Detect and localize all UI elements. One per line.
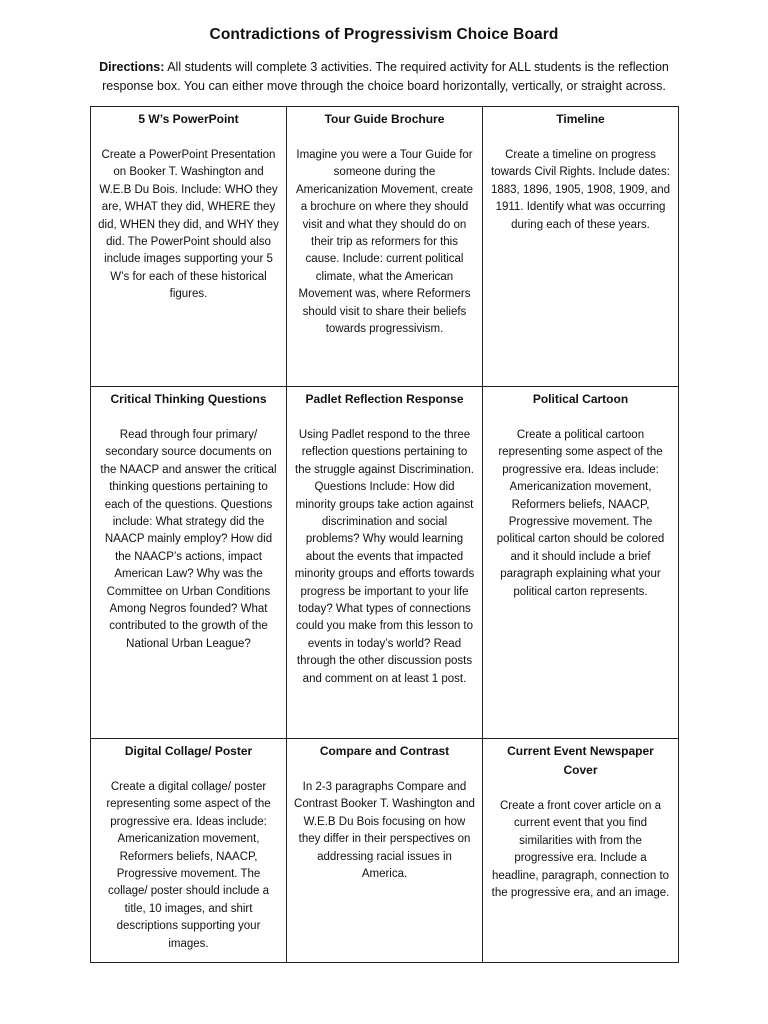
cell-compare-and-contrast [287, 739, 483, 963]
cell-padlet-reflection-response [287, 387, 483, 739]
cell-body: Imagine you were a Tour Guide for someone during the Americanization Movement, create a brochure on where they should visit and what they should do on their trip as reformers for this cause. Include: current political climate, what the American Movement was, where Reformers should visit to share their beliefs towards progressivism. [295, 149, 474, 336]
cell-title: Critical Thinking Questions [110, 392, 267, 406]
board-row-2 [91, 387, 679, 739]
cell-tour-guide-brochure [287, 107, 483, 387]
board-row-1 [91, 107, 679, 387]
cell-timeline [483, 107, 679, 387]
cell-title: Digital Collage/ Poster [124, 744, 253, 758]
cell-political-cartoon [483, 387, 679, 739]
cell-body: Create a political cartoon representing some aspect of the progressive era. Ideas include: Americanization movement, Reformers beliefs, NAACP, Progressive movement. The political carton should be colored and it should include a brief paragraph explaining what your political carton represents. [496, 429, 665, 598]
board-row-3 [91, 739, 679, 963]
directions-label: Directions: [99, 60, 165, 74]
cell-digital-collage-poster [91, 739, 287, 963]
directions-text: All students will complete 3 activities. The required activity for ALL students is the reflection response box. You can either move through the choice board horizontally, vertically, or straight across. [102, 60, 669, 93]
cell-body: Create a digital collage/ poster representing some aspect of the progressive era. Ideas include: Americanization movement, Reformers beliefs, NAACP, Progressive movement. The collage/ poster should include a title, 10 images, and shirt descriptions supporting your images. [106, 781, 271, 950]
cell-body: Create a PowerPoint Presentation on Booker T. Washington and W.E.B Du Bois. Include: WHO they are, WHAT they did, WHERE they did, WHEN they did, and WHY they did. The PowerPoint should also include images supporting your 5 W’s for each of these historical figures. [98, 149, 279, 301]
cell-5ws-powerpoint [91, 107, 287, 387]
page-title: Contradictions of Progressivism Choice Board [209, 26, 559, 43]
directions [84, 58, 684, 96]
cell-title: Padlet Reflection Response [305, 392, 464, 406]
cell-title: Current Event Newspaper Cover [507, 744, 654, 777]
cell-body: Using Padlet respond to the three reflection questions pertaining to the struggle against Discrimination. Questions Include: How did minority groups take action against discrimination and social problems? Why would learning about the events that impacted minority groups and efforts towards progress be important to your life today? What types of connections could you make from this lesson to events in today’s world? Read through the other discussion posts and comment on at least 1 post. [294, 429, 475, 685]
cell-title: Timeline [556, 112, 605, 126]
cell-title: Compare and Contrast [319, 744, 450, 758]
cell-body: Create a timeline on progress towards Civil Rights. Include dates: 1883, 1896, 1905, 1908, 1909, and 1911. Identify what was occurring during each of these years. [490, 149, 671, 231]
cell-current-event-newspaper-cover [483, 739, 679, 963]
cell-title: 5 W’s PowerPoint [138, 112, 239, 126]
cell-critical-thinking-questions [91, 387, 287, 739]
choice-board [90, 106, 679, 963]
cell-title: Political Cartoon [532, 392, 629, 406]
cell-title: Tour Guide Brochure [324, 112, 445, 126]
cell-body: Read through four primary/ secondary source documents on the NAACP and answer the critical thinking questions pertaining to each of the questions. Questions include: What strategy did the NAACP mainly employ? How did the NAACP’s actions, impact American Law? Why was the Committee on Urban Conditions Among Negros founded? What contributed to the growth of the National Urban League? [100, 429, 277, 650]
cell-body: In 2-3 paragraphs Compare and Contrast Booker T. Washington and W.E.B Du Bois focusing on how they differ in their perspectives on addressing racial issues in America. [294, 781, 475, 881]
cell-body: Create a front cover article on a current event that you find similarities with from the progressive era. Include a headline, paragraph, connection to the progressive era, and an image. [491, 800, 670, 900]
